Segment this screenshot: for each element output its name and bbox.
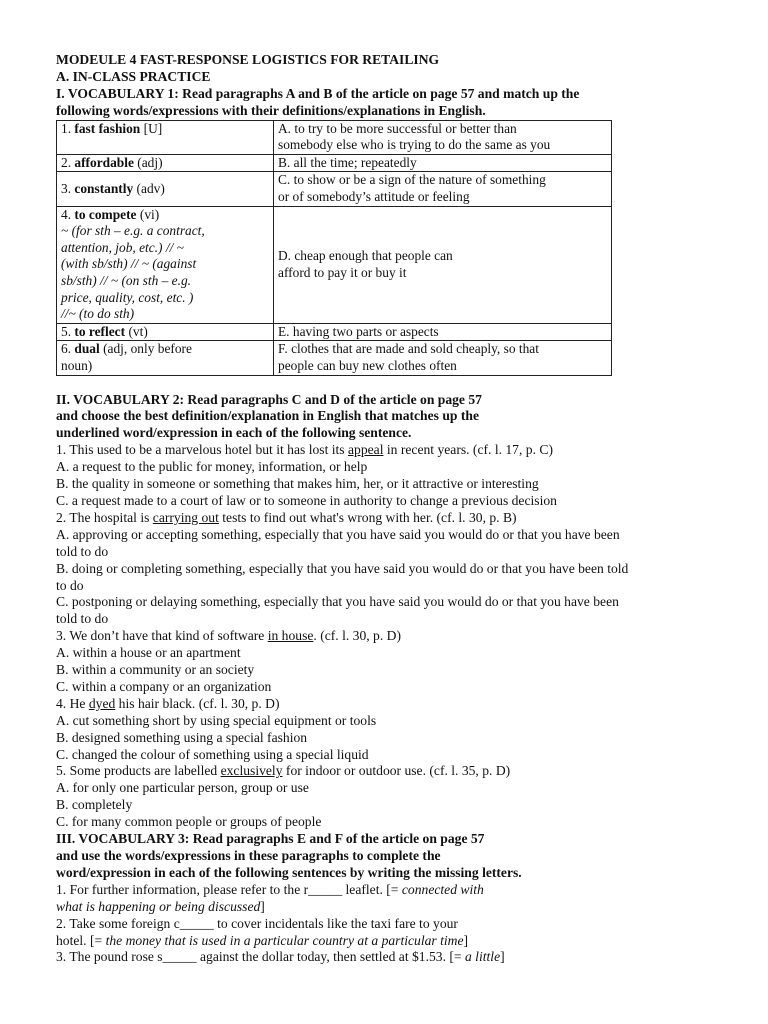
term: to reflect: [74, 323, 126, 339]
sentence-3: 3. The pound rose s_____ against the dollar today, then settled at $1.53. [= a little]: [56, 949, 505, 965]
sentence-2-cont: hotel. [= the money that is used in a particular country at a particular time]: [56, 932, 469, 948]
option-a: A. for only one particular person, group or use: [56, 780, 309, 796]
sentence-1: 1. For further information, please refer to the r_____ leaflet. [= connected with: [56, 881, 484, 897]
option-b-cont: to do: [56, 577, 84, 593]
document-title: MODEULE 4 FAST-RESPONSE LOGISTICS FOR RETAILING: [56, 52, 440, 67]
question-1: 1. This used to be a marvelous hotel but it has lost its appeal in recent years. (cf. l. 17, p. C): [56, 442, 553, 458]
table-row: 5. to reflect (vt) E. having two parts or aspects: [57, 323, 612, 341]
question-2: 2. The hospital is carrying out tests to find out what's wrong with her. (cf. l. 30, p. B): [56, 509, 517, 525]
term: affordable: [74, 154, 134, 170]
vocab1-heading-line2: following words/expressions with their definitions/explanations in English.: [56, 102, 486, 118]
option-a: A. cut something short by using special equipment or tools: [56, 712, 377, 728]
vocab2-heading-line3: underlined word/expression in each of the following sentence.: [56, 425, 412, 441]
option-b: B. within a community or an society: [56, 662, 255, 678]
underlined-word: appeal: [348, 442, 384, 458]
table-row: 3. constantly (adv) C. to show or be a sign of the nature of something or of somebody’s attitude or feeling: [57, 172, 612, 206]
option-b: B. doing or completing something, especially that you have said you would do or that you have been told: [56, 560, 629, 576]
vocab2-heading-line1: II. VOCABULARY 2: Read paragraphs C and D of the article on page 57: [56, 391, 482, 407]
question-3: 3. We don’t have that kind of software in house. (cf. l. 30, p. D): [56, 628, 401, 644]
option-b: B. completely: [56, 797, 133, 813]
option-c: C. for many common people or groups of people: [56, 814, 322, 830]
vocab1-heading-line1: I. VOCABULARY 1: Read paragraphs A and B of the article on page 57 and match up the: [56, 85, 580, 101]
table-row: 6. dual (adj, only before noun) F. clothes that are made and sold cheaply, so that people can buy new clothes often: [57, 341, 612, 375]
option-b: B. the quality in someone or something that makes him, her, or it attractive or interesting: [56, 476, 539, 492]
document-page: [56, 52, 716, 966]
option-c-cont: told to do: [56, 611, 109, 627]
option-c: C. within a company or an organization: [56, 678, 272, 694]
table-row: 1. fast fashion [U] A. to try to be more successful or better than somebody else who is trying to do the same as you: [57, 120, 612, 154]
question-4: 4. He dyed his hair black. (cf. l. 30, p. D): [56, 695, 280, 711]
term: constantly: [74, 180, 134, 196]
option-a-cont: told to do: [56, 543, 109, 559]
underlined-word: carrying out: [152, 509, 219, 525]
option-a: A. a request to the public for money, information, or help: [56, 459, 368, 475]
underlined-word: exclusively: [220, 763, 283, 779]
table-row: 2. affordable (adj) B. all the time; repeatedly: [57, 154, 612, 172]
option-c: C. postponing or delaying something, especially that you have said you would do or that you have been: [56, 594, 619, 610]
sentence-1-cont: what is happening or being discussed]: [56, 898, 265, 914]
option-a: A. within a house or an apartment: [56, 645, 241, 661]
term: to compete: [74, 206, 137, 222]
option-a: A. approving or accepting something, especially that you have said you would do or that you have been: [56, 526, 620, 542]
table-row: 4. to compete (vi) ~ (for sth – e.g. a contract, attention, job, etc.) // ~ (with sb/sth) // ~ (against sb/sth) // ~ (on sth – e.g. price, quality, cost, etc. ) //~ (to do sth) D. cheap enough that people can afford to pay it or buy it: [57, 206, 612, 323]
option-b: B. designed something using a special fashion: [56, 729, 308, 745]
vocab3-heading-line2: and use the words/expressions in these paragraphs to complete the: [56, 848, 441, 863]
vocab2-heading-line2: and choose the best definition/explanation in English that matches up the: [56, 408, 479, 424]
option-c: C. a request made to a court of law or to someone in authority to change a previous decision: [56, 492, 557, 508]
vocab3-heading-line1: III. VOCABULARY 3: Read paragraphs E and F of the article on page 57: [56, 831, 485, 847]
section-a-heading: A. IN-CLASS PRACTICE: [56, 68, 211, 84]
term: fast fashion: [74, 120, 141, 136]
underlined-word: in house: [267, 628, 314, 644]
vocab3-heading-line3: word/expression in each of the following sentences by writing the missing letters.: [56, 864, 522, 880]
sentence-2: 2. Take some foreign c_____ to cover incidentals like the taxi fare to your: [56, 915, 458, 931]
term: dual: [74, 341, 100, 357]
vocab1-matching-table: [56, 120, 612, 376]
underlined-word: dyed: [88, 695, 116, 711]
question-5: 5. Some products are labelled exclusively for indoor or outdoor use. (cf. l. 35, p. D): [56, 763, 511, 779]
option-c: C. changed the colour of something using a special liquid: [56, 746, 369, 762]
